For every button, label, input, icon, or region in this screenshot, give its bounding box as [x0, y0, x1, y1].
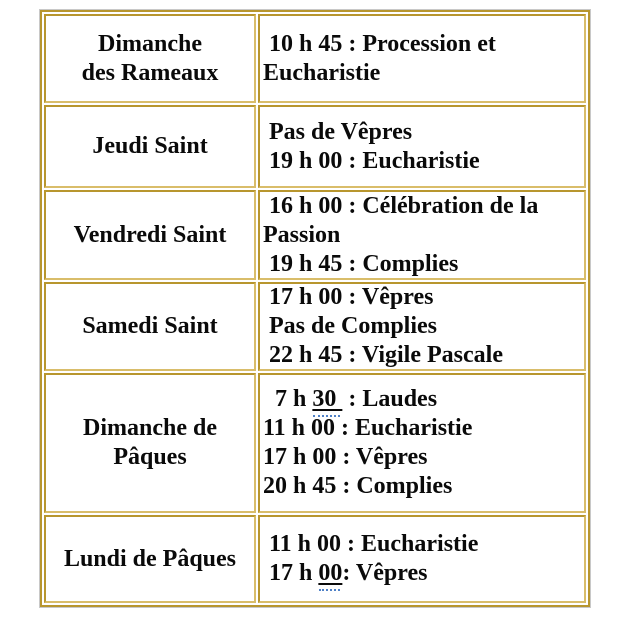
text-segment: 11 h 00 : Eucharistie [263, 415, 473, 441]
schedule-cell [258, 190, 586, 280]
schedule-table [40, 10, 590, 607]
underlined-time: 00 [318, 560, 343, 586]
underlined-time: 30 [312, 386, 343, 412]
schedule-line [263, 221, 582, 250]
text-segment: 7 h [263, 386, 313, 412]
schedule-line [263, 250, 582, 279]
schedule-line [263, 414, 582, 443]
table-row [44, 515, 586, 603]
table-row [44, 190, 586, 280]
schedule-line [263, 559, 582, 588]
text-segment: 10 h 45 : Procession et [263, 30, 496, 57]
day-name: Dimanche [98, 30, 202, 57]
schedule-line [263, 59, 582, 88]
text-segment: : Laudes [342, 386, 438, 412]
schedule-line [263, 385, 582, 414]
text-segment: 19 h 00 : Eucharistie [263, 147, 480, 174]
text-segment: 17 h [263, 560, 319, 586]
text-segment: 16 h 00 : Célébration de la [263, 192, 539, 219]
schedule-line [263, 472, 582, 501]
schedule-cell [258, 515, 586, 603]
schedule-cell [258, 105, 586, 188]
text-segment: 17 h 00 : Vêpres [263, 444, 428, 470]
text-segment: 20 h 45 : Complies [263, 473, 453, 499]
day-name: Pâques [113, 444, 187, 470]
schedule-line [263, 530, 582, 559]
day-name: Dimanche de [83, 415, 217, 441]
schedule-line [263, 192, 582, 221]
schedule-cell [258, 373, 586, 513]
text-segment: 22 h 45 : Vigile Pascale [263, 342, 503, 368]
day-name: Vendredi Saint [73, 221, 227, 248]
day-cell [44, 105, 256, 188]
schedule-line [263, 312, 582, 341]
day-cell [44, 282, 256, 371]
day-cell [44, 515, 256, 603]
schedule-line [263, 341, 582, 370]
text-segment: : Vêpres [342, 560, 428, 586]
schedule-cell [258, 14, 586, 103]
text-segment: Eucharistie [263, 59, 381, 86]
table-row [44, 282, 586, 371]
text-segment: Passion [263, 221, 341, 248]
text-segment: 17 h 00 : Vêpres [263, 284, 434, 310]
text-segment: Pas de Complies [263, 313, 437, 339]
day-name: Jeudi Saint [92, 133, 208, 159]
table-row [44, 373, 586, 513]
day-cell [44, 373, 256, 513]
day-name: Lundi de Pâques [63, 545, 237, 572]
day-name: Samedi Saint [82, 313, 218, 339]
day-cell [44, 14, 256, 103]
schedule-line [263, 443, 582, 472]
text-segment: Pas de Vêpres [263, 118, 413, 145]
table-row [44, 105, 586, 188]
text-segment: 11 h 00 : Eucharistie [263, 531, 479, 557]
day-cell [44, 190, 256, 280]
schedule-cell [258, 282, 586, 371]
schedule-line [263, 283, 582, 312]
schedule-line [263, 118, 582, 147]
schedule-line [263, 30, 582, 59]
text-segment: 19 h 45 : Complies [263, 250, 459, 277]
table-row [44, 14, 586, 103]
schedule-line [263, 147, 582, 176]
day-name: des Rameaux [81, 59, 219, 86]
